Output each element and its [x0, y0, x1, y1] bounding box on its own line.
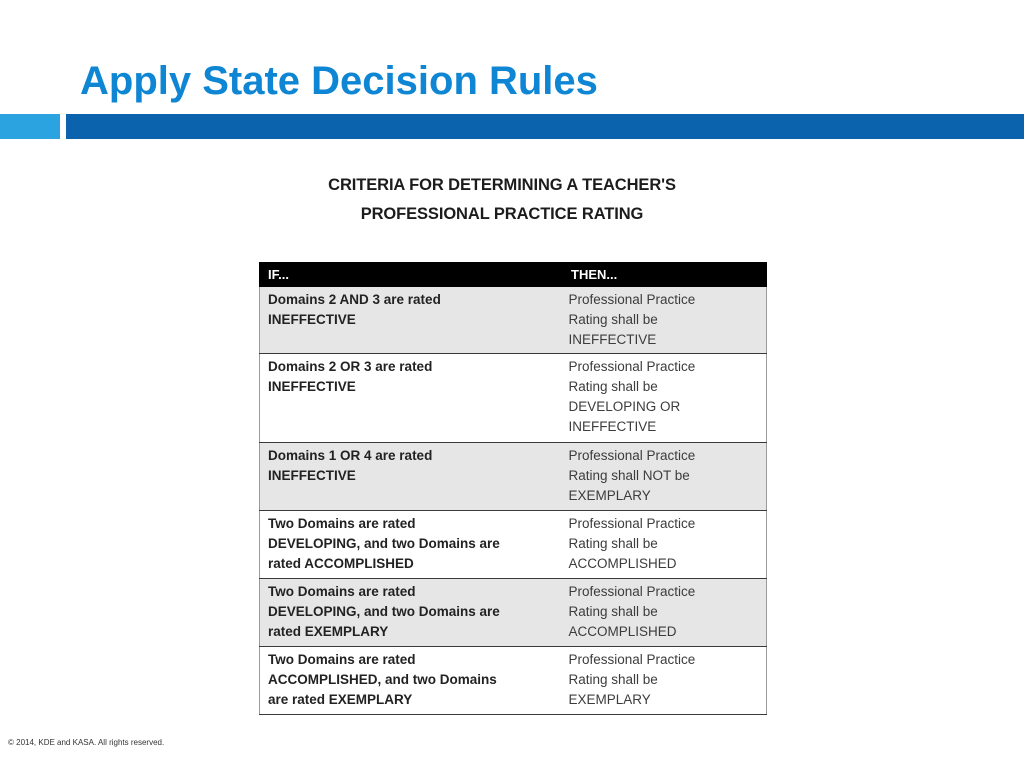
if-line: Two Domains are rated — [268, 516, 416, 531]
then-line: Rating shall be — [568, 536, 658, 551]
then-line: Professional Practice — [568, 584, 696, 599]
then-line: Professional Practice — [568, 448, 696, 463]
if-line: Domains 2 AND 3 are rated — [268, 292, 441, 307]
criteria-heading-line-1: CRITERIA FOR DETERMINING A TEACHER'S — [328, 176, 676, 194]
then-line: DEVELOPING OR — [568, 399, 681, 414]
criteria-table-body — [260, 287, 767, 715]
criteria-table — [259, 262, 767, 715]
column-header-then: THEN... — [563, 263, 767, 287]
if-line: rated ACCOMPLISHED — [268, 556, 414, 571]
then-line: EXEMPLARY — [568, 488, 651, 503]
then-line: Professional Practice — [568, 516, 696, 531]
table-header-row — [260, 263, 767, 287]
table-row — [260, 579, 767, 647]
then-cell — [563, 443, 767, 511]
then-cell — [563, 579, 767, 647]
if-cell — [260, 354, 563, 443]
then-line: Rating shall be — [568, 672, 658, 687]
if-line: rated EXEMPLARY — [268, 624, 389, 639]
if-line: are rated EXEMPLARY — [268, 692, 413, 707]
if-line: Domains 1 OR 4 are rated — [268, 448, 433, 463]
title-accent-bar-left — [0, 114, 60, 139]
if-line: DEVELOPING, and two Domains are — [268, 536, 500, 551]
if-cell — [260, 579, 563, 647]
if-line: Two Domains are rated — [268, 652, 416, 667]
if-line: Domains 2 OR 3 are rated — [268, 359, 433, 374]
then-line: INEFFECTIVE — [568, 332, 657, 347]
then-line: Rating shall NOT be — [568, 468, 690, 483]
then-line: ACCOMPLISHED — [568, 556, 677, 571]
table-row — [260, 443, 767, 511]
slide-title: Apply State Decision Rules — [80, 59, 598, 103]
criteria-heading — [260, 171, 744, 229]
then-line: Rating shall be — [568, 312, 658, 327]
if-line: INEFFECTIVE — [268, 468, 356, 483]
if-line: INEFFECTIVE — [268, 379, 356, 394]
then-line: Professional Practice — [568, 359, 696, 374]
if-line: Two Domains are rated — [268, 584, 416, 599]
then-cell — [563, 287, 767, 354]
then-cell — [563, 354, 767, 443]
table-row — [260, 287, 767, 354]
column-header-if: IF... — [260, 263, 563, 287]
if-line: INEFFECTIVE — [268, 312, 356, 327]
if-cell — [260, 647, 563, 715]
if-cell — [260, 511, 563, 579]
table-row — [260, 647, 767, 715]
criteria-heading-line-2: PROFESSIONAL PRACTICE RATING — [360, 205, 644, 223]
if-line: DEVELOPING, and two Domains are — [268, 604, 500, 619]
then-line: ACCOMPLISHED — [568, 624, 677, 639]
title-accent-bar-right — [66, 114, 1024, 139]
footer-copyright: © 2014, KDE and KASA. All rights reserved. — [8, 738, 165, 747]
then-line: Professional Practice — [568, 292, 696, 307]
then-line: EXEMPLARY — [568, 692, 651, 707]
then-line: INEFFECTIVE — [568, 419, 657, 434]
if-cell — [260, 443, 563, 511]
then-cell — [563, 511, 767, 579]
then-line: Rating shall be — [568, 379, 658, 394]
table-row — [260, 511, 767, 579]
then-cell — [563, 647, 767, 715]
then-line: Professional Practice — [568, 652, 696, 667]
if-cell — [260, 287, 563, 354]
table-row — [260, 354, 767, 443]
if-line: ACCOMPLISHED, and two Domains — [268, 672, 497, 687]
then-line: Rating shall be — [568, 604, 658, 619]
